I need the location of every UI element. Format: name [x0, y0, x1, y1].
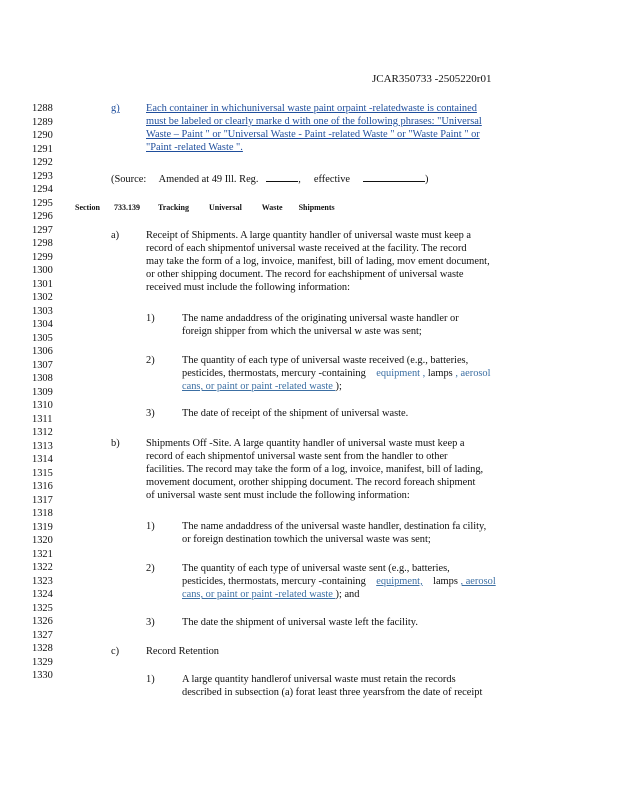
effective-date-blank	[363, 172, 425, 182]
item-b2-line: The quantity of each type of universal waste sent (e.g., batteries,	[182, 563, 450, 574]
line-number: 1330	[32, 670, 53, 681]
section-label: Section	[75, 203, 100, 212]
item-c1-marker: 1)	[146, 674, 155, 685]
source-effective: effective	[313, 174, 351, 185]
line-number: 1327	[32, 629, 53, 641]
item-b-line: Shipments Off -Site. A large quantity handler of universal waste must keep a	[146, 438, 465, 449]
line-number: 1317	[32, 494, 53, 506]
item-a-line: received must include the following information:	[146, 282, 351, 293]
item-g-marker: g)	[111, 103, 120, 114]
item-b1-marker: 1)	[146, 521, 155, 532]
item-b-line: record of each shipmentof universal waste sent from the handler to other	[146, 451, 448, 462]
item-a-line: may take the form of a log, invoice, manifest, bill of lading, mov ement document,	[146, 256, 490, 267]
line-number: 1324	[32, 589, 53, 600]
item-c1-line: A large quantity handlerof universal waste must retain the records	[182, 674, 456, 685]
inserted-text: , aerosol	[460, 576, 496, 587]
source-amended: Amended at 49 Ill. Reg.	[158, 174, 259, 185]
inserted-text: cans, or paint or paint -related waste	[182, 381, 336, 392]
line-number: 1321	[32, 548, 53, 560]
line-number: 1315	[32, 467, 53, 479]
line-number: 1320	[32, 535, 53, 546]
item-b2-line: cans, or paint or paint -related waste ); and	[182, 589, 360, 600]
item-a2-line: pesticides, thermostats, mercury -containing equipment , lamps , aerosol	[182, 368, 491, 379]
line-number: 1299	[32, 251, 53, 263]
source-close: )	[425, 174, 429, 185]
register-page-blank	[266, 172, 298, 182]
source-comma: ,	[298, 174, 301, 185]
item-c-title: Record Retention	[146, 646, 220, 657]
inserted-text: , aerosol	[455, 368, 491, 379]
line-number: 1294	[32, 184, 53, 195]
item-b-marker: b)	[111, 438, 120, 449]
inserted-text: cans, or paint or paint -related waste	[182, 589, 336, 600]
line-number: 1303	[32, 305, 53, 317]
item-a1-line: foreign shipper from which the universal w aste was sent;	[182, 326, 422, 337]
line-number: 1306	[32, 346, 53, 357]
line-number: 1309	[32, 386, 53, 398]
line-number: 1288	[32, 103, 53, 114]
item-a-line: or other shipping document. The record for eachshipment of universal waste	[146, 269, 464, 280]
line-number: 1322	[32, 562, 53, 573]
item-a3-line: The date of receipt of the shipment of universal waste.	[182, 408, 409, 419]
line-number: 1314	[32, 454, 53, 465]
line-number: 1289	[32, 116, 53, 128]
item-a1-marker: 1)	[146, 313, 155, 324]
document-id-header: JCAR350733 -2505220r01	[372, 73, 492, 85]
line-number: 1300	[32, 265, 53, 276]
item-b-line: movement document, orother shipping document. The record foreach shipment	[146, 477, 476, 488]
line-number: 1326	[32, 616, 53, 627]
item-g-line: Waste – Paint " or "Universal Waste - Paint -related Waste " or "Waste Paint " or	[146, 129, 480, 140]
line-number: 1316	[32, 481, 53, 492]
line-number: 1305	[32, 332, 53, 344]
item-b1-line: or foreign destination towhich the universal waste was sent;	[182, 534, 431, 545]
line-number: 1302	[32, 292, 53, 303]
line-number: 1297	[32, 224, 53, 236]
item-b3-line: The date the shipment of universal waste left the facility.	[182, 617, 418, 628]
line-number: 1329	[32, 656, 53, 668]
inserted-text: equipment ,	[376, 368, 426, 379]
line-number: 1292	[32, 157, 53, 168]
line-number: 1301	[32, 278, 53, 290]
item-b-line: of universal waste sent must include the following information:	[146, 490, 410, 501]
item-a2-line: The quantity of each type of universal waste received (e.g., batteries,	[182, 355, 469, 366]
item-a-line: Receipt of Shipments. A large quantity handler of universal waste must keep a	[146, 230, 472, 241]
inserted-text: equipment,	[376, 576, 423, 587]
line-number: 1310	[32, 400, 53, 411]
line-number: 1293	[32, 170, 53, 182]
line-number: 1318	[32, 508, 53, 519]
line-number: 1308	[32, 373, 53, 384]
item-b1-line: The name andaddress of the universal waste handler, destination fa cility,	[182, 521, 487, 532]
line-number: 1319	[32, 521, 53, 533]
item-g-line: Each container in whichuniversal waste paint orpaint -relatedwaste is contained	[146, 103, 477, 114]
source-note	[111, 172, 429, 186]
line-number: 1298	[32, 238, 53, 249]
line-number: 1296	[32, 211, 53, 222]
line-number: 1307	[32, 359, 53, 371]
item-c-marker: c)	[111, 646, 120, 657]
item-a1-line: The name andaddress of the originating universal waste handler or	[182, 313, 459, 324]
line-number: 1291	[32, 143, 53, 155]
section-title: Tracking Universal Waste Shipments	[158, 203, 335, 212]
line-number: 1328	[32, 643, 53, 654]
item-b3-marker: 3)	[146, 617, 155, 628]
source-label: (Source:	[111, 174, 147, 185]
line-number: 1311	[32, 413, 53, 425]
line-number: 1290	[32, 130, 53, 141]
line-number: 1312	[32, 427, 53, 438]
line-number: 1313	[32, 440, 53, 452]
line-number: 1295	[32, 197, 53, 209]
item-a2-line: cans, or paint or paint -related waste );	[182, 381, 342, 392]
item-a-line: record of each shipmentof universal waste received at the facility. The record	[146, 243, 467, 254]
item-b2-marker: 2)	[146, 563, 155, 574]
item-a2-marker: 2)	[146, 355, 155, 366]
item-g-line: "Paint -related Waste ".	[146, 142, 243, 153]
item-b-line: facilities. The record may take the form of a log, invoice, manifest, bill of lading,	[146, 464, 484, 475]
section-number: 733.139	[114, 203, 140, 212]
line-number: 1323	[32, 575, 53, 587]
item-a3-marker: 3)	[146, 408, 155, 419]
item-a-marker: a)	[111, 230, 120, 241]
item-g-line: must be labeled or clearly marke d with one of the following phrases: "Universal	[146, 116, 482, 127]
item-b2-line: pesticides, thermostats, mercury -containing equipment, lamps , aerosol	[182, 576, 496, 587]
line-number: 1304	[32, 319, 53, 330]
line-number: 1325	[32, 602, 53, 614]
item-c1-line: described in subsection (a) forat least three yearsfrom the date of receipt	[182, 687, 483, 698]
